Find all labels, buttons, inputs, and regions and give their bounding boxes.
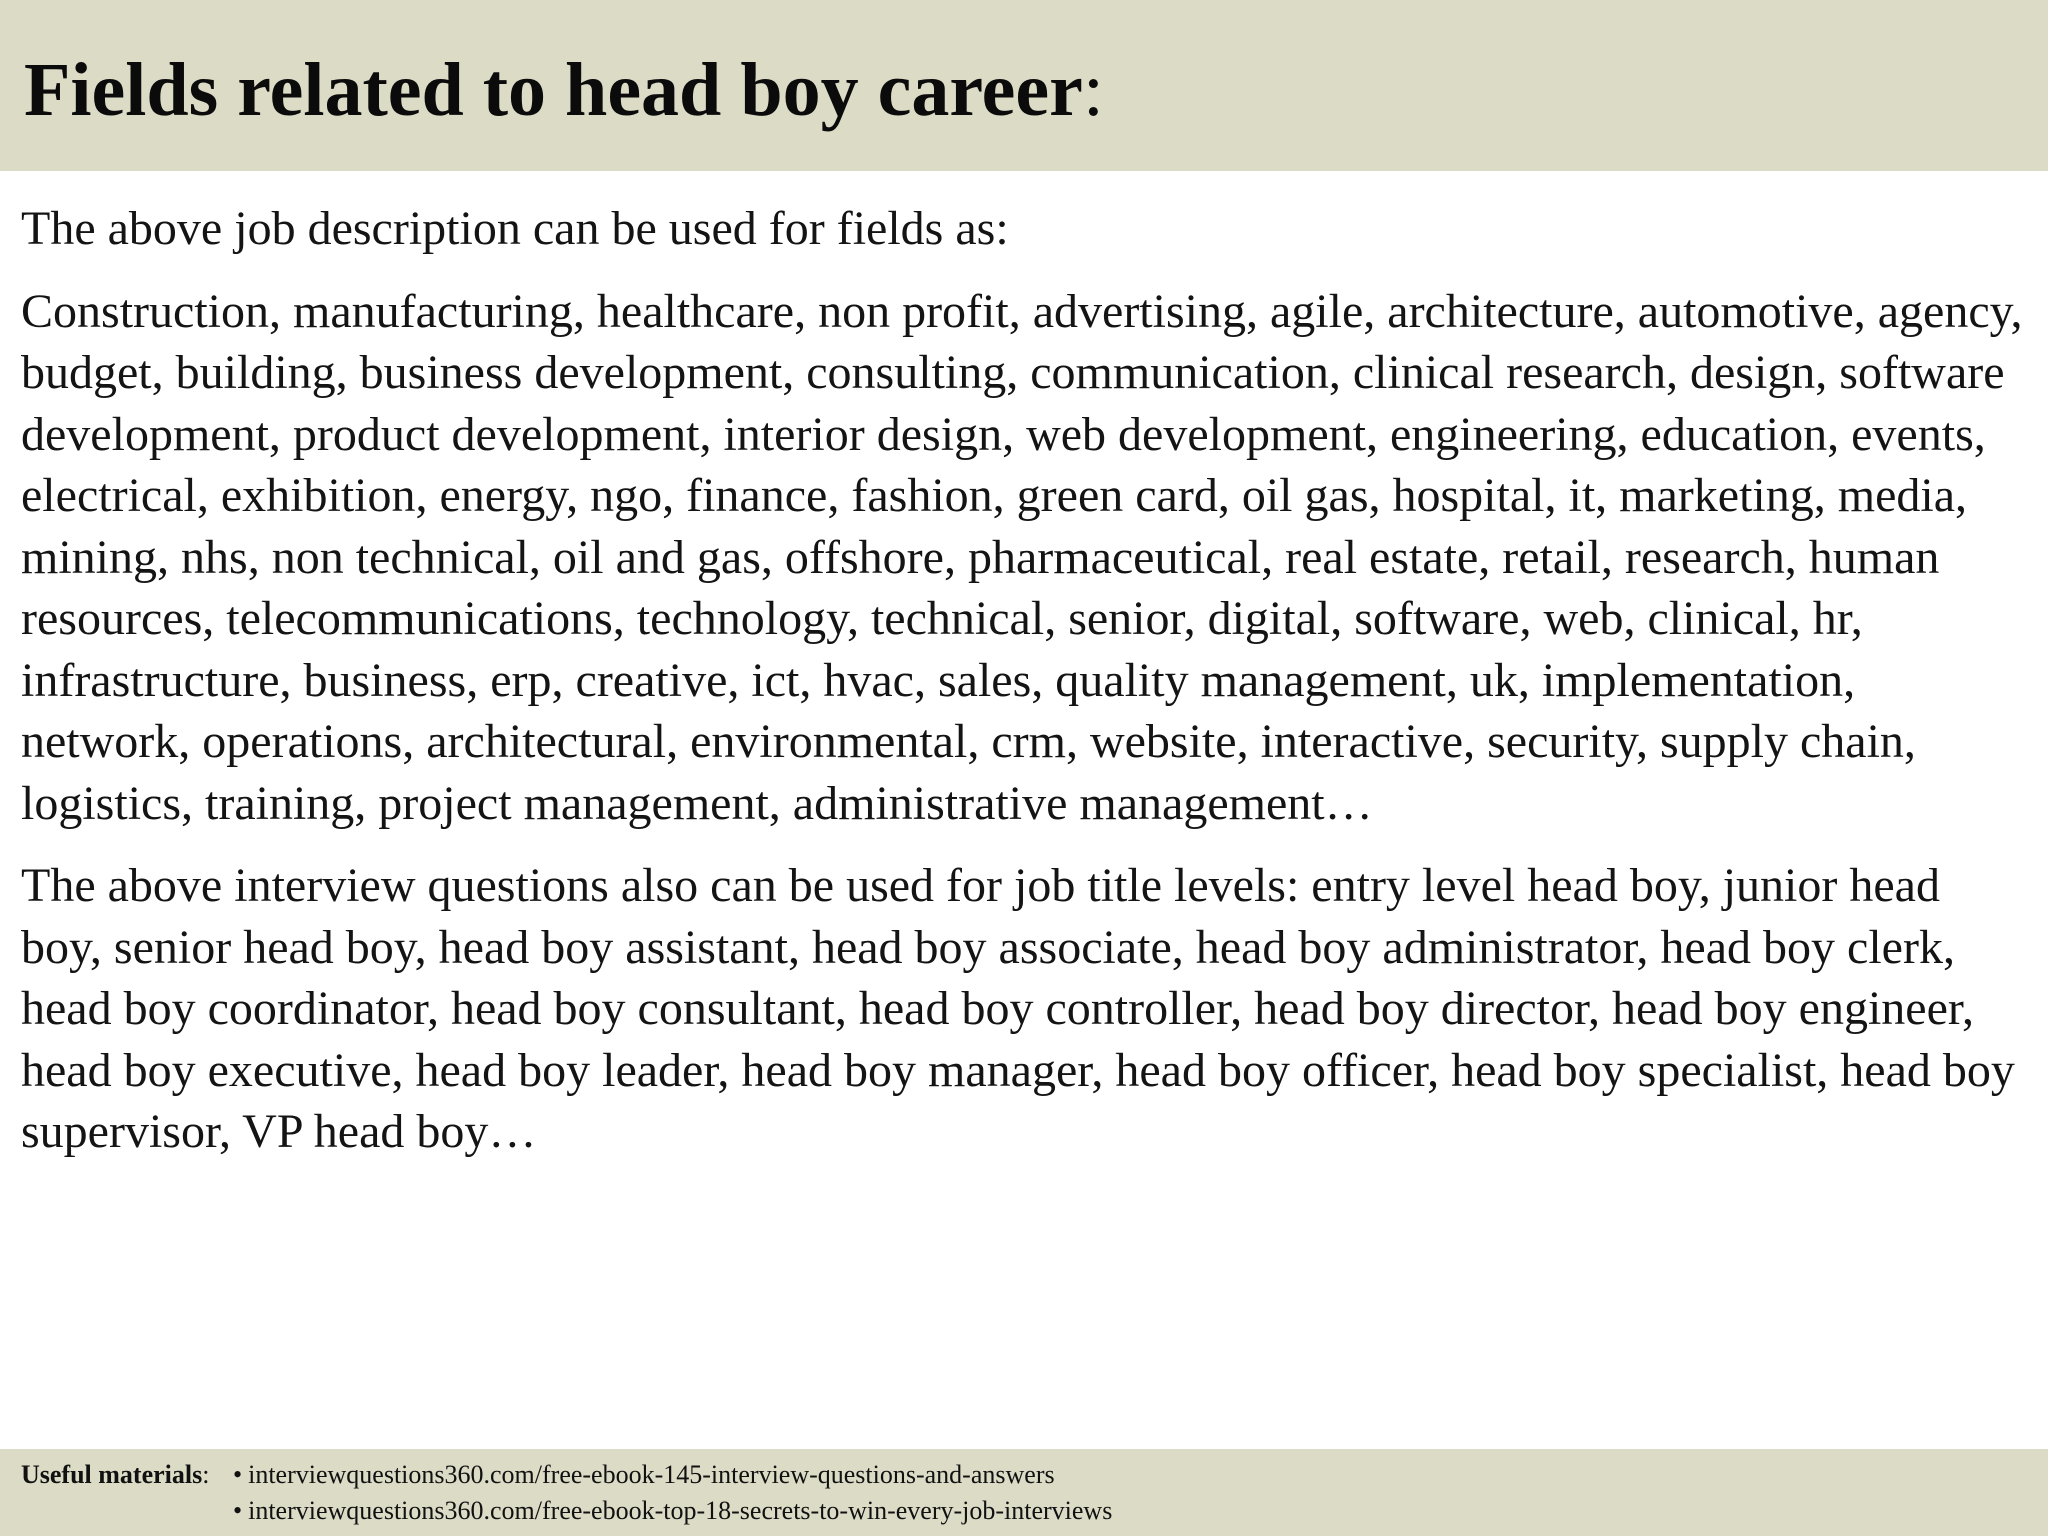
useful-materials (21, 1457, 1112, 1529)
useful-materials-separator: : (202, 1460, 210, 1489)
bullet-icon: • (233, 1496, 243, 1525)
job-levels-paragraph: The above interview questions also can be used for job title levels: entry level head boy, junior head boy, senior head boy, head boy assistant, head boy associate, head boy administrator, head boy clerk, head boy coordinator, head boy consultant, head boy controller, head boy director, head boy engineer, head boy executive, head boy leader, head boy manager, head boy officer, head boy specialist, head boy supervisor, VP head boy… (21, 859, 2015, 1158)
footer-label-spacer (21, 1493, 233, 1529)
footer-link-ebook-top-18[interactable]: interviewquestions360.com/free-ebook-top-18-secrets-to-win-every-job-interviews (248, 1496, 1113, 1525)
footer-link-ebook-145[interactable]: interviewquestions360.com/free-ebook-145-interview-questions-and-answers (248, 1460, 1055, 1489)
title-bar (0, 0, 2048, 171)
page-title-colon: : (1082, 48, 1105, 132)
bullet-icon: • (233, 1460, 243, 1489)
useful-materials-label: Useful materials (21, 1460, 203, 1489)
fields-paragraph: Construction, manufacturing, healthcare, non profit, advertising, agile, architecture, automotive, agency, budget, building, business development, consulting, communication, clinical research, design, software development, product development, interior design, web development, engineering, education, events, electrical, exhibition, energy, ngo, finance, fashion, green card, oil gas, hospital, it, marketing, media, mining, nhs, non technical, oil and gas, offshore, pharmaceutical, real estate, retail, research, human resources, telecommunications, technology, technical, senior, digital, software, web, clinical, hr, infrastructure, business, erp, creative, ict, hvac, sales, quality management, uk, implementation, network, operations, architectural, environmental, crm, website, interactive, security, supply chain, logistics, training, project management, administrative management… (21, 284, 2023, 830)
body-content (21, 198, 2026, 1163)
page-title-text: Fields related to head boy career (24, 48, 1083, 132)
footer-row-1 (21, 1457, 1112, 1493)
footer-row-2 (21, 1493, 1112, 1529)
footer-bar (0, 1449, 2048, 1536)
page-title (24, 40, 1104, 140)
footer-label-cell (21, 1457, 233, 1493)
intro-paragraph: The above job description can be used for fields as: (21, 202, 1009, 255)
